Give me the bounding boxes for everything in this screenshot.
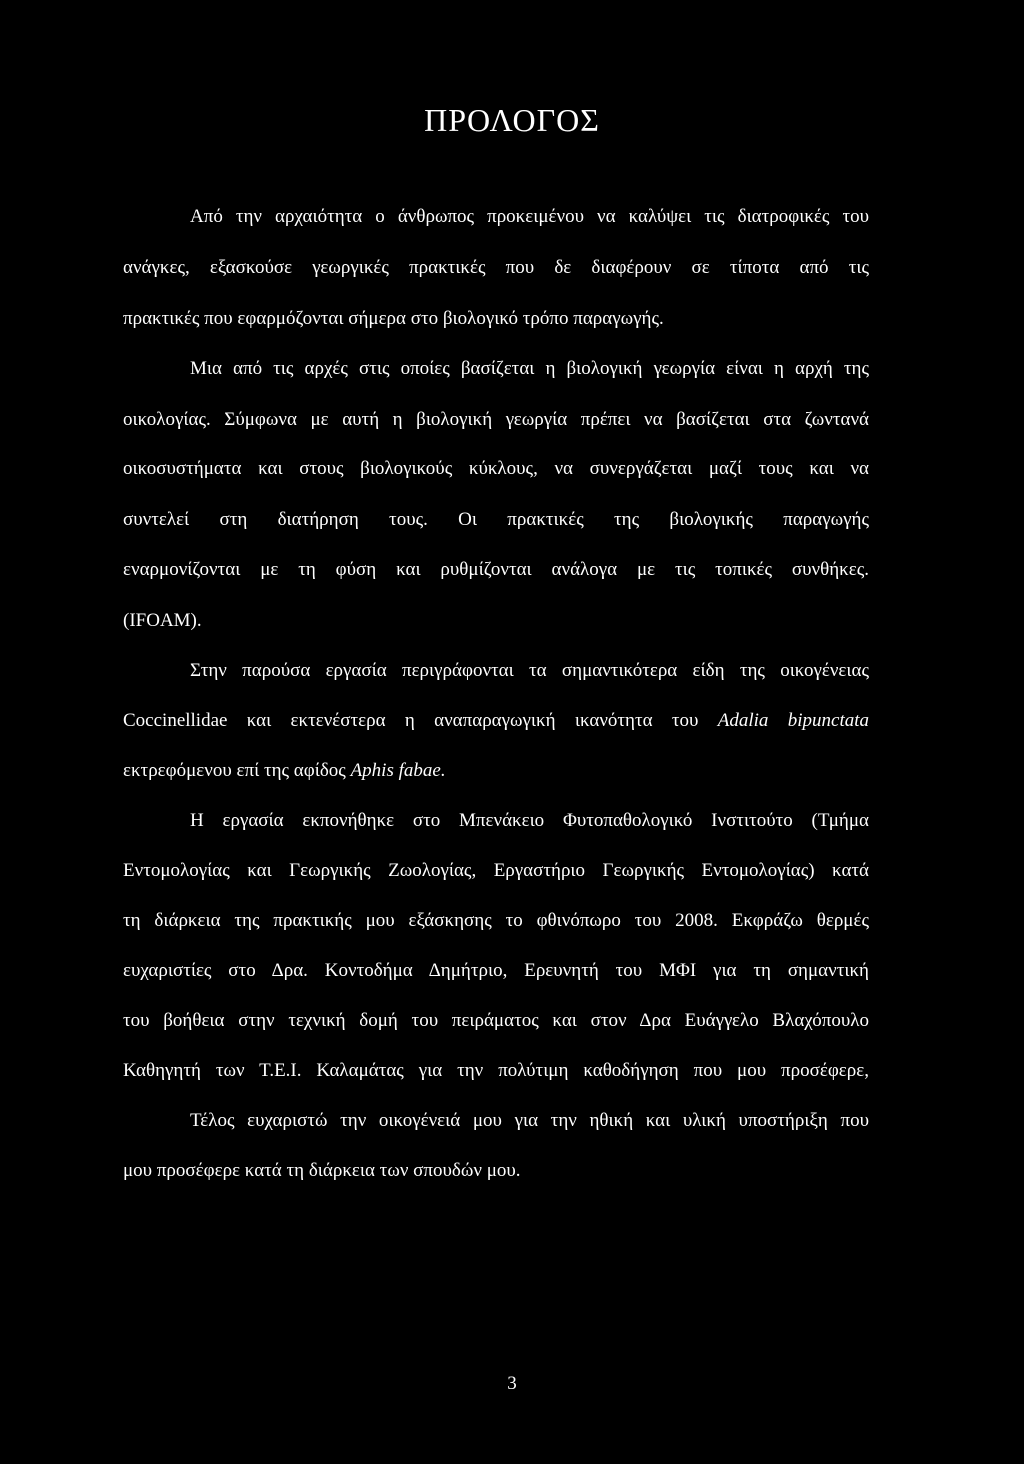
- paragraph-4-line-2: Εντομολογίας και Γεωργικής Ζωολογίας, Εργαστήριο Γεωργικής Εντομολογίας) κατά: [123, 860, 869, 881]
- paragraph-3-line-3: [123, 759, 869, 783]
- paragraph-4-line-1: Η εργασία εκπονήθηκε στο Μπενάκειο Φυτοπαθολογικό Ινστιτούτο (Τμήμα: [190, 810, 869, 831]
- paragraph-3-line-2-text: Coccinellidae και εκτενέστερα η αναπαραγωγική ικανότητα του: [123, 710, 699, 731]
- paragraph-2-line-3: οικοσυστήματα και στους βιολογικούς κύκλους, να συνεργάζεται μαζί τους και να: [123, 458, 869, 479]
- paragraph-4-line-6: Καθηγητή των Τ.Ε.Ι. Καλαμάτας για την πολύτιμη καθοδήγηση που μου προσέφερε,: [123, 1060, 869, 1081]
- paragraph-2-line-2: οικολογίας. Σύμφωνα με αυτή η βιολογική γεωργία πρέπει να βασίζεται στα ζωντανά: [123, 409, 869, 430]
- paragraph-1-line-1: Από την αρχαιότητα ο άνθρωπος προκειμένου να καλύψει τις διατροφικές του: [190, 206, 869, 227]
- paragraph-5-line-1: Τέλος ευχαριστώ την οικογένειά μου για την ηθική και υλική υποστήριξη που: [190, 1110, 869, 1131]
- species-name-adalia-bipunctata: Adalia bipunctata: [717, 710, 869, 731]
- paragraph-1-line-3: πρακτικές που εφαρμόζονται σήμερα στο βιολογικό τρόπο παραγωγής.: [123, 308, 664, 329]
- paragraph-2-line-6: (IFOAM).: [123, 610, 202, 631]
- paragraph-4-line-4: ευχαριστίες στο Δρα. Κοντοδήμα Δημήτριο, Ερευνητή του ΜΦΙ για τη σημαντική: [123, 960, 869, 981]
- paragraph-1-line-2: ανάγκες, εξασκούσε γεωργικές πρακτικές που δε διαφέρουν σε τίποτα από τις: [123, 257, 869, 278]
- paragraph-3-line-2: [123, 709, 869, 733]
- species-name-aphis-fabae: Aphis fabae.: [350, 760, 446, 781]
- page-title: ΠΡΟΛΟΓΟΣ: [424, 102, 600, 138]
- paragraph-2-line-4: συντελεί στη διατήρηση τους. Οι πρακτικές της βιολογικής παραγωγής: [123, 509, 869, 530]
- paragraph-2-line-1: Μια από τις αρχές στις οποίες βασίζεται η βιολογική γεωργία είναι η αρχή της: [190, 358, 869, 379]
- paragraph-3-line-1: Στην παρούσα εργασία περιγράφονται τα σημαντικότερα είδη της οικογένειας: [190, 660, 869, 681]
- page-number: 3: [507, 1373, 517, 1394]
- paragraph-5-line-2: μου προσέφερε κατά τη διάρκεια των σπουδών μου.: [123, 1160, 521, 1181]
- paragraph-3-line-3-text: εκτρεφόμενου επί της αφίδος: [123, 760, 346, 781]
- paragraph-4-line-5: του βοήθεια στην τεχνική δομή του πειράματος και στον Δρα Ευάγγελο Βλαχόπουλο: [123, 1010, 869, 1031]
- paragraph-4-line-3: τη διάρκεια της πρακτικής μου εξάσκησης το φθινόπωρο του 2008. Εκφράζω θερμές: [123, 910, 869, 931]
- paragraph-2-line-5: εναρμονίζονται με τη φύση και ρυθμίζονται ανάλογα με τις τοπικές συνθήκες.: [123, 559, 869, 580]
